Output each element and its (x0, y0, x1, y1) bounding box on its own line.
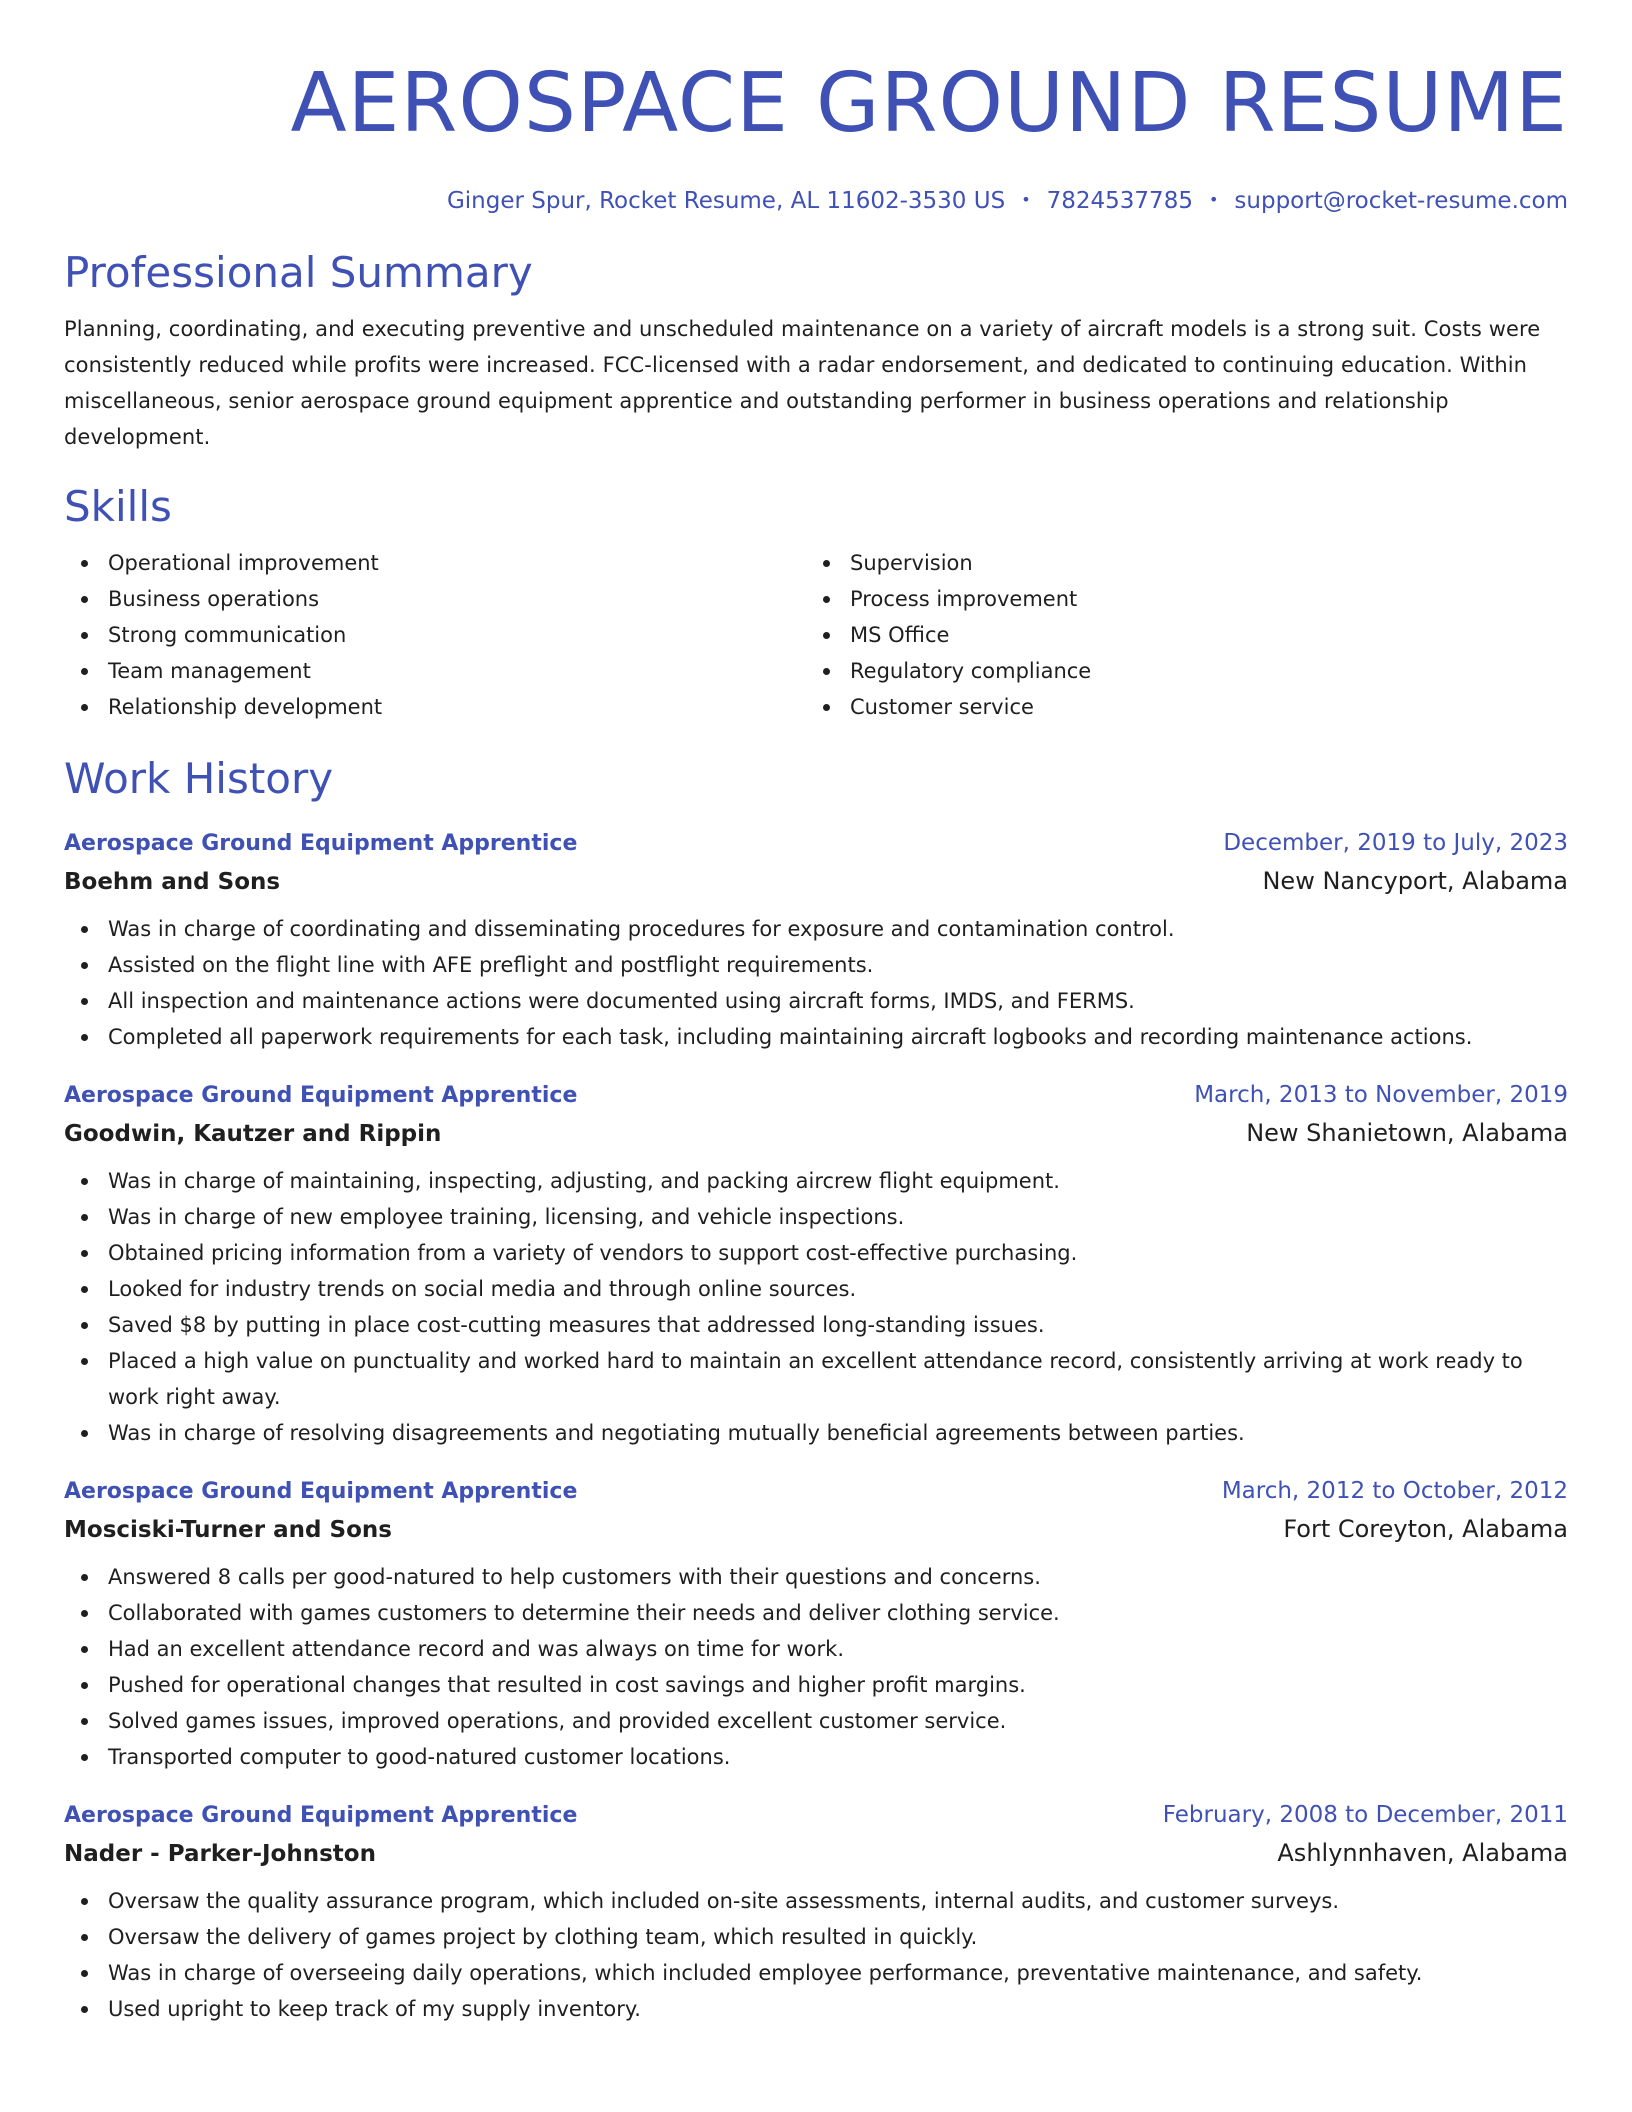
job-dates: February, 2008 to December, 2011 (1162, 1802, 1568, 1828)
resume-header (64, 54, 1568, 217)
skills-column-right (806, 545, 1548, 725)
summary-heading: Professional Summary (64, 248, 533, 297)
duty-item: Obtained pricing information from a variety of vendors to support cost-effective purchasing. (64, 1235, 1568, 1271)
duty-item: Solved games issues, improved operations, and provided excellent customer service. (64, 1703, 1568, 1739)
job-duties (64, 1883, 1568, 2027)
duty-item: Saved $8 by putting in place cost-cutting measures that addressed long-standing issues. (64, 1307, 1568, 1343)
job-title: Aerospace Ground Equipment Apprentice (64, 1479, 578, 1504)
skill-item: Regulatory compliance (806, 653, 1548, 689)
job-title: Aerospace Ground Equipment Apprentice (64, 1803, 578, 1828)
skills-columns (64, 545, 1568, 725)
duty-item: Oversaw the quality assurance program, which included on-site assessments, internal audits, and customer surveys. (64, 1883, 1568, 1919)
job-location: Ashlynnhaven, Alabama (1277, 1839, 1568, 1867)
job-company: Goodwin, Kautzer and Rippin (64, 1121, 442, 1147)
duty-item: Was in charge of coordinating and disseminating procedures for exposure and contamination control. (64, 911, 1568, 947)
resume-title: AEROSPACE GROUND RESUME (290, 56, 1568, 151)
job-title: Aerospace Ground Equipment Apprentice (64, 831, 578, 856)
work-history-heading: Work History (64, 754, 334, 803)
summary-text: Planning, coordinating, and executing preventive and unscheduled maintenance on a variety of aircraft models is a strong suit. Costs were consistently reduced while profits were increased. FCC-licensed with a radar endorsement, and dedicated to continuing education. Within miscellaneous, senior aerospace ground equipment apprentice and outstanding performer in business operations and relationship development. (64, 317, 1541, 449)
skill-item: Process improvement (806, 581, 1548, 617)
skill-item: Strong communication (64, 617, 806, 653)
job-location: New Nancyport, Alabama (1262, 867, 1568, 895)
duty-item: Looked for industry trends on social media and through online sources. (64, 1271, 1568, 1307)
duty-item: Collaborated with games customers to determine their needs and deliver clothing service. (64, 1595, 1568, 1631)
job-location: Fort Coreyton, Alabama (1283, 1515, 1568, 1543)
duty-item: Was in charge of maintaining, inspecting, adjusting, and packing aircrew flight equipment. (64, 1163, 1568, 1199)
skills-heading: Skills (64, 482, 172, 531)
skill-item: Team management (64, 653, 806, 689)
contact-phone: 7824537785 (1046, 188, 1193, 214)
job-dates: March, 2012 to October, 2012 (1221, 1478, 1568, 1504)
duty-item: Had an excellent attendance record and was always on time for work. (64, 1631, 1568, 1667)
job-company-row (64, 1510, 1568, 1549)
job-dates: March, 2013 to November, 2019 (1194, 1082, 1568, 1108)
job-company-row (64, 1834, 1568, 1873)
job-duties (64, 1163, 1568, 1451)
job-company: Boehm and Sons (64, 869, 281, 895)
job-entry (64, 825, 1568, 1055)
job-company: Nader - Parker-Johnston (64, 1841, 376, 1867)
contact-separator: • (1021, 190, 1031, 209)
skill-item: Operational improvement (64, 545, 806, 581)
skill-item: MS Office (806, 617, 1548, 653)
job-entry (64, 1473, 1568, 1775)
duty-item: All inspection and maintenance actions were documented using aircraft forms, IMDS, and FERMS. (64, 983, 1568, 1019)
job-company-row (64, 862, 1568, 901)
duty-item: Completed all paperwork requirements for each task, including maintaining aircraft logbooks and recording maintenance actions. (64, 1019, 1568, 1055)
job-header-row (64, 1077, 1568, 1114)
duty-item: Oversaw the delivery of games project by clothing team, which resulted in quickly. (64, 1919, 1568, 1955)
duty-item: Used upright to keep track of my supply inventory. (64, 1991, 1568, 2027)
job-entry (64, 1797, 1568, 2027)
job-location: New Shanietown, Alabama (1246, 1119, 1568, 1147)
summary-section (64, 245, 1568, 455)
duty-item: Transported computer to good-natured customer locations. (64, 1739, 1568, 1775)
job-header-row (64, 825, 1568, 862)
skill-item: Supervision (806, 545, 1548, 581)
job-dates: December, 2019 to July, 2023 (1223, 830, 1568, 856)
job-title: Aerospace Ground Equipment Apprentice (64, 1083, 578, 1108)
job-company: Mosciski-Turner and Sons (64, 1517, 392, 1543)
duty-item: Was in charge of overseeing daily operations, which included employee performance, preventative maintenance, and safety. (64, 1955, 1568, 1991)
contact-line (64, 184, 1568, 217)
contact-email[interactable]: support@rocket-resume.com (1234, 188, 1568, 214)
job-header-row (64, 1797, 1568, 1834)
job-header-row (64, 1473, 1568, 1510)
work-history-section (64, 751, 1568, 2027)
skill-item: Customer service (806, 689, 1548, 725)
duty-item: Pushed for operational changes that resulted in cost savings and higher profit margins. (64, 1667, 1568, 1703)
job-company-row (64, 1114, 1568, 1153)
contact-separator: • (1208, 190, 1219, 209)
skill-item: Business operations (64, 581, 806, 617)
job-duties (64, 1559, 1568, 1775)
duty-item: Answered 8 calls per good-natured to help customers with their questions and concerns. (64, 1559, 1568, 1595)
job-duties (64, 911, 1568, 1055)
duty-item: Assisted on the flight line with AFE preflight and postflight requirements. (64, 947, 1568, 983)
duty-item: Was in charge of resolving disagreements and negotiating mutually beneficial agreements between parties. (64, 1415, 1568, 1451)
duty-item: Was in charge of new employee training, licensing, and vehicle inspections. (64, 1199, 1568, 1235)
skills-section (64, 479, 1568, 725)
duty-item: Placed a high value on punctuality and worked hard to maintain an excellent attendance record, consistently arriving at work ready to work right away. (64, 1343, 1568, 1415)
job-entry (64, 1077, 1568, 1451)
contact-address: Ginger Spur, Rocket Resume, AL 11602-3530 US (446, 188, 1006, 214)
skills-column-left (64, 545, 806, 725)
skill-item: Relationship development (64, 689, 806, 725)
